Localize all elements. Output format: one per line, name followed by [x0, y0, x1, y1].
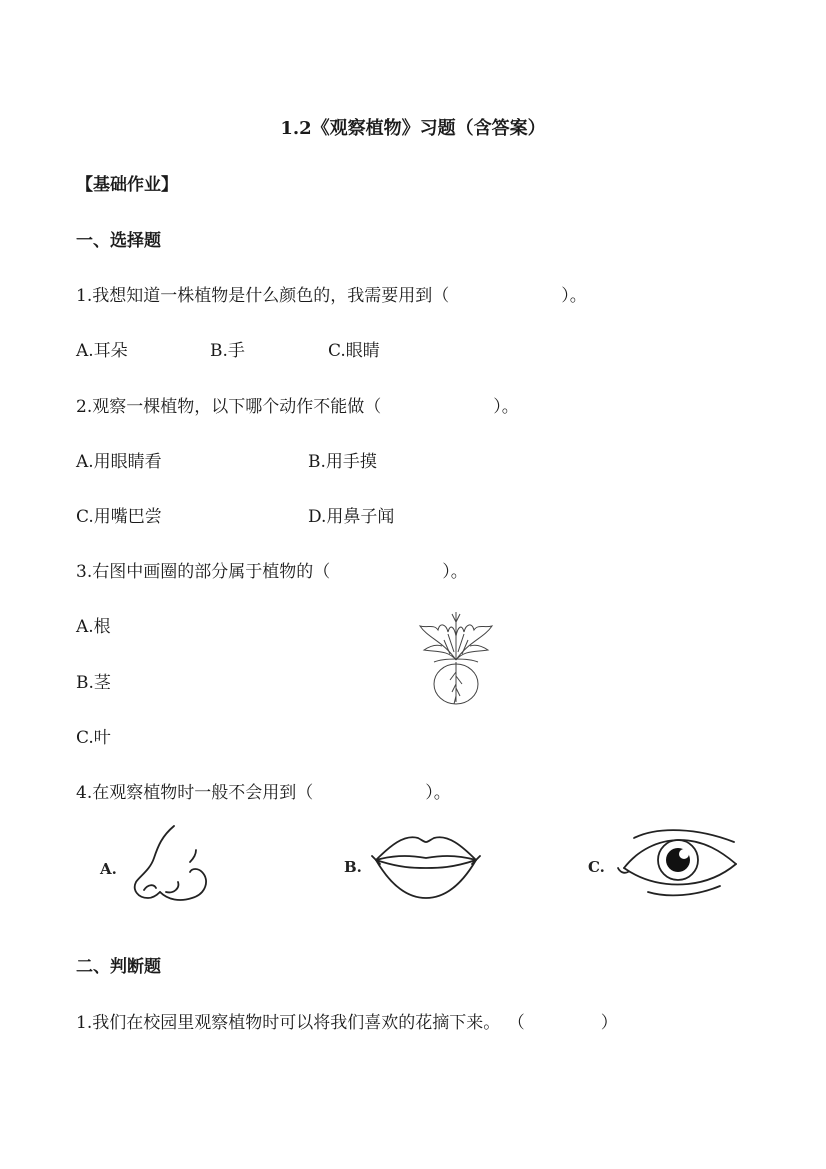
part2-heading: 二、判断题: [76, 957, 161, 977]
judgement-1-close: ）: [600, 1013, 618, 1033]
page-title: 1.2《观察植物》习题（含答案）: [280, 118, 546, 139]
q4-label-b: B.: [344, 858, 362, 876]
question-4-close: ）。: [425, 783, 451, 803]
judgement-1: [76, 1008, 618, 1033]
q2-option-c: C.用嘴巴尝: [76, 507, 162, 527]
q2-option-b: B.用手摸: [308, 452, 377, 472]
question-1: [76, 281, 587, 306]
q3-option-b: B.茎: [76, 673, 111, 693]
eye-illustration: [588, 828, 740, 896]
question-3-close: ）。: [442, 562, 468, 582]
question-2-close: ）。: [493, 397, 519, 417]
question-4: [76, 778, 451, 803]
q3-option-c: C.叶: [76, 728, 111, 748]
lips-illustration: [344, 828, 484, 904]
judgement-1-text: 1.我们在校园里观察植物时可以将我们喜欢的花摘下来。: [76, 1013, 501, 1033]
section-basic-heading: 【基础作业】: [76, 175, 178, 195]
question-2-text: 2.观察一棵植物，以下哪个动作不能做（: [76, 397, 382, 417]
q1-option-a: A.耳朵: [76, 341, 128, 361]
part1-heading: 一、选择题: [76, 231, 161, 251]
plant-illustration: [414, 612, 498, 708]
question-4-text: 4.在观察植物时一般不会用到（: [76, 783, 314, 803]
question-1-close: ）。: [561, 286, 587, 306]
judgement-1-open: （: [516, 1013, 525, 1033]
q4-label-a: A.: [100, 860, 117, 878]
q4-label-c: C.: [588, 858, 605, 876]
q1-option-c: C.眼睛: [328, 341, 380, 361]
q3-option-a: A.根: [76, 617, 111, 637]
q1-option-b: B.手: [210, 341, 245, 361]
question-3: [76, 557, 468, 582]
question-2: [76, 392, 519, 417]
question-1-text: 1.我想知道一株植物是什么颜色的，我需要用到（: [76, 286, 450, 306]
question-3-text: 3.右图中画圈的部分属于植物的（: [76, 562, 331, 582]
nose-illustration: [100, 822, 220, 906]
q2-option-a: A.用眼睛看: [76, 452, 162, 472]
q2-option-d: D.用鼻子闻: [308, 507, 395, 527]
